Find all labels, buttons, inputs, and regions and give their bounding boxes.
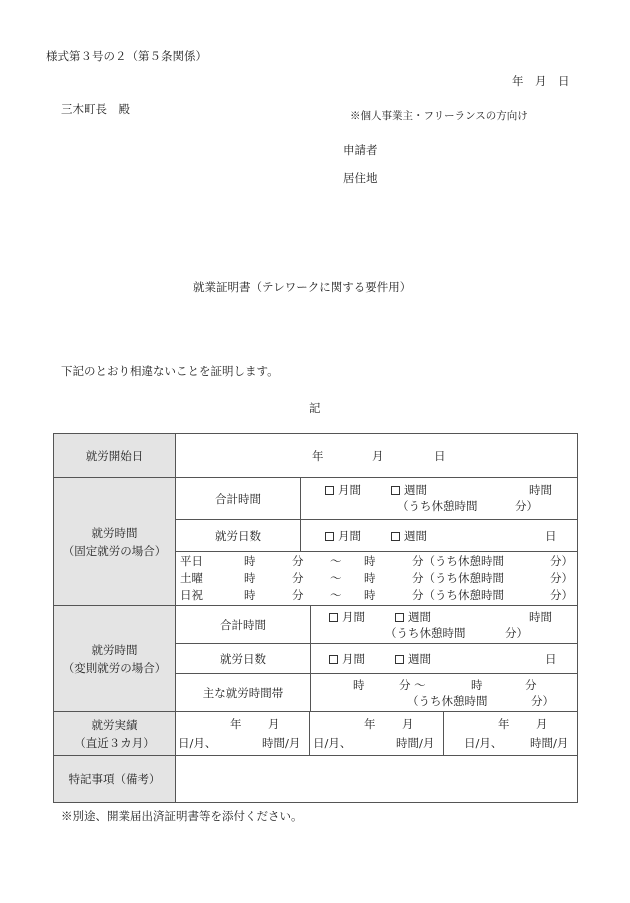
fixed-hours-label [54,478,176,606]
record-label-2: （直近３カ月） [74,735,155,750]
applicant-label: 申請者 [343,143,378,157]
fixed-days-month-option[interactable]: 月間 [325,528,361,544]
variable-days-week-option[interactable]: 週間 [395,651,431,667]
addressee: 三木町長 殿 [61,102,130,116]
certification-statement: 下記のとおり相違ないことを証明します。 [61,364,279,378]
main-hours-minutes-unit: 分） [531,694,554,708]
record-month-3[interactable]: 年 月 日/月、 時間/月 [444,712,578,756]
fixed-hours-label-1: 就労時間 [91,525,138,540]
variable-total-month-option[interactable]: 月間 [329,609,365,625]
record-month-1[interactable]: 年 月 日/月、 時間/月 [176,712,310,756]
checkbox-icon [391,486,400,495]
main-hours-field[interactable] [311,674,578,712]
checkbox-icon [395,613,404,622]
variable-days-month-option[interactable]: 月間 [329,651,365,667]
main-hours-ji: 時 [353,678,365,692]
record-label-1: 就労実績 [91,717,138,732]
variable-days-unit: 日 [545,652,557,666]
fixed-schedule-block[interactable]: 平日 時 分 ～ 時 分（うち休憩時間 分） 土曜 時 分 ～ 時 分（うち休憩時間 分） 日祝 時 分 ～ 時 分（うち休憩時間 分） [176,552,578,606]
fixed-total-month-option[interactable]: 月間 [325,482,361,498]
fixed-days-label: 就労日数 [176,520,301,552]
variable-total-hours-unit: 時間 [529,610,552,624]
checkbox-icon [391,532,400,541]
form-number: 様式第３号の２（第５条関係） [46,49,207,63]
fixed-total-label: 合計時間 [176,478,301,520]
main-hours-fun-tilde: 分 ～ [399,678,426,692]
ki-heading: 記 [309,401,321,415]
start-date-field[interactable] [176,434,578,478]
fixed-total-hours-unit: 時間 [529,483,552,497]
main-hours-break: （うち休憩時間 [407,694,488,708]
document-title: 就業証明書（テレワークに関する要件用） [193,280,412,294]
variable-total-field[interactable] [311,606,578,644]
checkbox-icon [325,532,334,541]
variable-days-label: 就労日数 [176,644,311,674]
checkbox-icon [395,655,404,664]
fixed-hours-label-2: （固定就労の場合） [62,543,167,558]
start-year-unit: 年 [312,449,324,463]
fixed-days-field[interactable] [301,520,578,552]
checkbox-icon [329,613,338,622]
main-hours-ji2: 時 [471,678,483,692]
certificate-table [53,433,578,803]
date-line: 年 月 日 [512,74,570,88]
variable-days-field[interactable] [311,644,578,674]
address-label: 居住地 [343,171,378,185]
variable-hours-label [54,606,176,712]
start-month-unit: 月 [372,449,384,463]
remarks-label: 特記事項（備考） [54,756,176,803]
variable-total-break: （うち休憩時間 [385,626,466,640]
fixed-total-break: （うち休憩時間 [397,499,478,513]
variable-hours-label-2: （変則就労の場合） [62,660,167,675]
fixed-days-unit: 日 [545,529,557,543]
variable-total-week-option[interactable]: 週間 [395,609,431,625]
main-hours-label: 主な就労時間帯 [176,674,311,712]
record-month-2[interactable]: 年 月 日/月、 時間/月 [310,712,444,756]
variable-hours-label-1: 就労時間 [91,642,138,657]
variable-total-label: 合計時間 [176,606,311,644]
target-note: ※個人事業主・フリーランスの方向け [350,110,528,122]
main-hours-fun: 分 [525,678,537,692]
variable-total-minutes-unit: 分） [505,626,528,640]
record-label [54,712,176,756]
fixed-total-field[interactable] [301,478,578,520]
fixed-total-week-option[interactable]: 週間 [391,482,427,498]
fixed-days-week-option[interactable]: 週間 [391,528,427,544]
checkbox-icon [329,655,338,664]
start-date-label: 就労開始日 [54,434,176,478]
checkbox-icon [325,486,334,495]
footnote: ※別途、開業届出済証明書等を添付ください。 [61,809,303,823]
fixed-total-minutes-unit: 分） [515,499,538,513]
start-day-unit: 日 [434,449,446,463]
remarks-field[interactable] [176,756,578,803]
